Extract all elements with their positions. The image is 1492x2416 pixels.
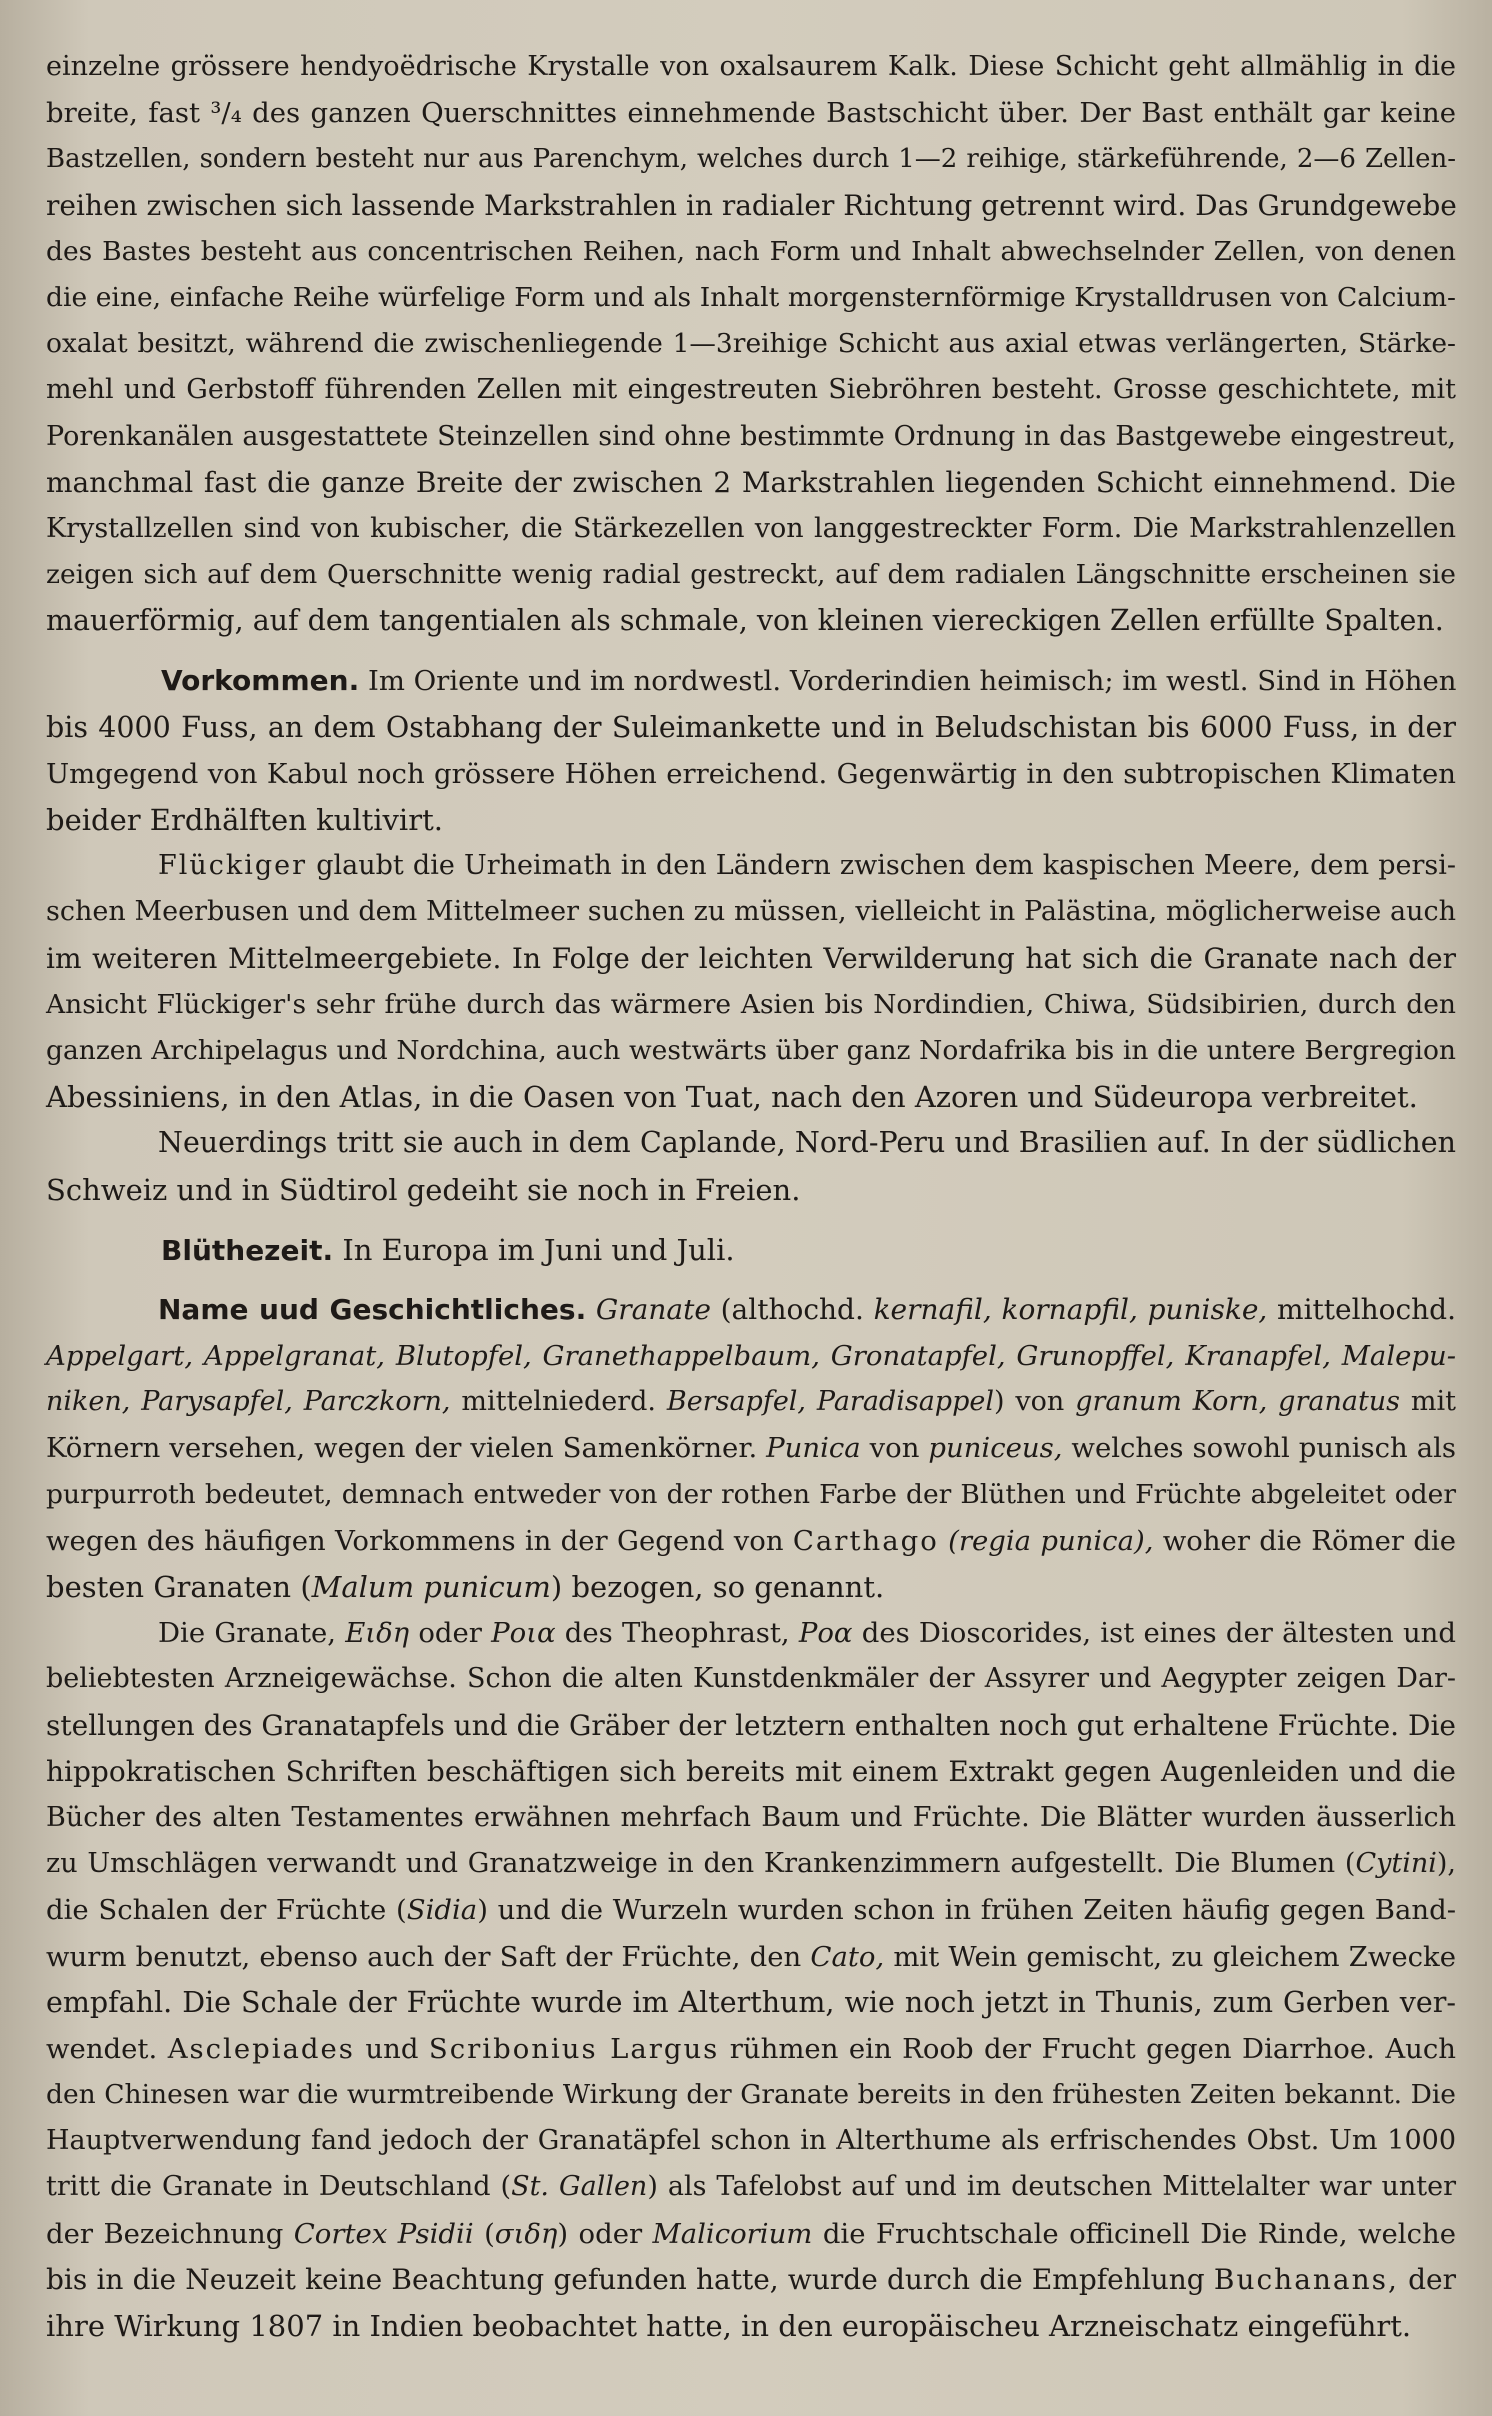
text-run: Körnern versehen, wegen der vielen Samenkörner.: [46, 1432, 758, 1465]
text-line: [46, 658, 1456, 704]
text-line: [46, 2211, 1456, 2257]
text-line: Bastzellen, sondern besteht nur aus Parenchym, welches durch 1—2 reihige, stärkeführende, 2—6 Zellen-: [46, 144, 1456, 175]
text-line: mehl und Gerbstoff führenden Zellen mit eingestreuten Siebröhren besteht. Grosse geschichtete, mit: [46, 374, 1456, 406]
text-run: wegen des häufigen Vorkommens in der Gegend von: [46, 1524, 784, 1557]
text-line: [46, 2164, 1456, 2210]
text-run: wendet.: [46, 2032, 158, 2065]
text-line: beliebtesten Arzneigewächse. Schon die alten Kunstdenkmäler der Assyrer und Aegypter zeigen Dar-: [46, 1663, 1456, 1695]
text-run: (regia punica),: [948, 1524, 1154, 1557]
paragraph-flueckiger: [46, 843, 1456, 1120]
text-line: [46, 1227, 1456, 1273]
text-run: mit: [1410, 1386, 1457, 1418]
text-run: σιδη: [494, 2217, 558, 2250]
text-run: puniceus,: [928, 1432, 1063, 1465]
section-heading-name: Name uud Geschichtliches.: [158, 1292, 587, 1326]
text-line: oxalat besitzt, während die zwischenliegende 1—3reihige Schicht aus axial etwas verlängerten, Stärke-: [46, 328, 1456, 360]
text-run: Ειδη: [345, 1617, 410, 1650]
text-line: [46, 1887, 1456, 1933]
text-line: [46, 1379, 1456, 1425]
text-run: und: [365, 2032, 419, 2065]
text-run: zu Umschlägen verwandt und Granatzweige in den Krankenzimmern aufgestellt. Die Blumen (: [46, 1848, 1356, 1880]
text-run: Die Granate,: [158, 1617, 337, 1650]
text-run: Im Oriente und im nordwestl. Vorderindien heimisch; im westl. Sind in Höhen: [367, 665, 1457, 698]
text-run: Buchanans,: [1213, 2262, 1399, 2296]
text-line: bis 4000 Fuss, an dem Ostabhang der Suleimankette und in Beludschistan bis 6000 Fuss, in der: [46, 710, 1456, 744]
text-run: Malicorium: [652, 2217, 813, 2250]
text-line: breite, fast ³/₄ des ganzen Querschnittes einnehmende Bastschicht über. Der Bast enthält gar keine: [46, 97, 1456, 130]
text-line: [46, 1333, 1456, 1379]
text-line: Krystallzellen sind von kubischer, die Stärkezellen von langgestreckter Form. Die Markstrahlenzellen: [46, 512, 1456, 544]
paragraph-bluethezeit: [46, 1227, 1456, 1273]
paragraph-name-geschichtliches: [46, 1287, 1456, 1610]
text-line: [46, 1564, 1456, 1610]
text-line: Hauptverwendung fand jedoch der Granatäpfel schon in Alterthume als erfrischendes Obst. Um 1000: [46, 2125, 1456, 2157]
text-run: welches sowohl punisch als: [1071, 1432, 1456, 1465]
text-line: schen Meerbusen und dem Mittelmeer suchen zu müssen, vielleicht in Palästina, möglicherweise auch: [46, 896, 1456, 928]
text-line: [46, 1425, 1456, 1471]
text-run: niken, Parysapfel, Parczkorn,: [46, 1386, 451, 1418]
text-run: oder: [418, 1617, 482, 1650]
text-run: von: [869, 1432, 920, 1465]
text-run: In Europa im Juni und Juli.: [342, 1232, 735, 1267]
text-run: Bersapfel, Paradisappel: [666, 1386, 994, 1418]
text-line: Umgegend von Kabul noch grössere Höhen erreichend. Gegenwärtig in den subtropischen Klimaten: [46, 757, 1456, 790]
section-heading-vorkommen: Vorkommen.: [161, 664, 360, 698]
text-run: der Bezeichnung: [46, 2217, 284, 2250]
text-line: reihen zwischen sich lassende Markstrahlen in radialer Richtung getrennt wird. Das Grundgewebe: [46, 188, 1457, 222]
text-run: ),: [1436, 1848, 1456, 1880]
text-run: Cato,: [810, 1940, 885, 1973]
text-run: des Theophrast,: [564, 1617, 790, 1650]
text-run: bis in die Neuzeit keine Beachtung gefunden hatte, wurde durch die Empfehlung: [46, 2262, 1205, 2296]
text-run: wurm benutzt, ebenso auch der Saft der Früchte, den: [46, 1940, 802, 1973]
text-run: Sidia: [406, 1894, 478, 1927]
paragraph-vorkommen: [46, 658, 1456, 843]
text-run: ) oder: [557, 2217, 643, 2250]
text-run: des Dioscorides, ist eines der ältesten und: [861, 1617, 1456, 1650]
text-run: Malum punicum: [311, 1570, 551, 1604]
text-run: Carthago: [792, 1524, 939, 1557]
text-run: Cortex Psidii: [293, 2217, 474, 2250]
text-line: Bücher des alten Testamentes erwähnen mehrfach Baum und Früchte. Die Blätter wurden äusserlich: [46, 1801, 1456, 1833]
text-run: Ροια: [491, 1617, 556, 1650]
text-line: purpurroth bedeutet, demnach entweder von der rothen Farbe der Blüthen und Früchte abgeleitet oder: [46, 1478, 1456, 1510]
text-run: Ροα: [798, 1617, 853, 1650]
text-run: kernafil, kornapfil, puniske,: [873, 1292, 1268, 1326]
text-line: [46, 1841, 1456, 1887]
text-run: die Schalen der Früchte (: [46, 1894, 407, 1927]
text-line: [46, 1610, 1456, 1656]
text-run: ) und die Wurzeln wurden schon in frühen Zeiten häufig gegen Band-: [477, 1894, 1456, 1927]
text-run: der: [1408, 2262, 1457, 2296]
text-line: Schweiz und in Südtirol gedeiht sie noch in Freien.: [46, 1172, 801, 1207]
text-line: den Chinesen war die wurmtreibende Wirkung der Granate bereits in den frühesten Zeiten bekannt. Die: [46, 2079, 1456, 2111]
text-line: [46, 1518, 1456, 1564]
text-line: [46, 2257, 1456, 2303]
text-run: Scribonius Largus: [428, 2032, 720, 2065]
text-line: mauerförmig, auf dem tangentialen als schmale, von kleinen viereckigen Zellen erfüllte Spalten.: [46, 604, 1444, 638]
text-run: die Fruchtschale officinell Die Rinde, welche: [822, 2217, 1456, 2250]
paragraph-gap: [46, 1273, 1456, 1287]
text-run: mit Wein gemischt, zu gleichem Zwecke: [893, 1940, 1456, 1973]
text-run: (althochd.: [720, 1292, 864, 1326]
text-line: des Bastes besteht aus concentrischen Reihen, nach Form und Inhalt abwechselnder Zellen, von denen: [46, 235, 1456, 267]
text-run: St. Gallen: [511, 2171, 648, 2203]
text-line: zeigen sich auf dem Querschnitte wenig radial gestreckt, auf dem radialen Längschnitte erscheinen sie: [46, 559, 1456, 591]
text-line: [46, 1287, 1456, 1333]
text-line: im weiteren Mittelmeergebiete. In Folge der leichten Verwilderung hat sich die Granate nach der: [46, 941, 1456, 975]
paragraph-gap: [46, 644, 1456, 658]
text-line: einzelne grössere hendyoëdrische Krystalle von oxalsaurem Kalk. Diese Schicht geht allmählig in die: [46, 51, 1456, 82]
text-line: Ansicht Flückiger's sehr frühe durch das wärmere Asien bis Nordindien, Chiwa, Südsibirien, durch den: [46, 988, 1456, 1020]
text-run: ) bezogen, so genannt.: [550, 1570, 885, 1604]
text-line: [46, 843, 1456, 889]
text-run: Appelgart, Appelgranat, Blutopfel, Granethappelbaum, Gronatapfel, Grunopffel, Kranapfel, Malepu-: [46, 1340, 1456, 1373]
text-line: beider Erdhälften kultivirt.: [46, 803, 443, 837]
text-line: hippokratischen Schriften beschäftigen sich bereits mit einem Extrakt gegen Augenleiden und die: [46, 1754, 1456, 1788]
text-line: Neuerdings tritt sie auch in dem Caplande, Nord-Peru und Brasilien auf. In der südlichen: [158, 1126, 1456, 1160]
text-run: Punica: [766, 1432, 861, 1465]
text-line: [46, 1934, 1456, 1980]
text-line: ganzen Archipelagus und Nordchina, auch westwärts über ganz Nordafrika bis in die untere Bergregion: [46, 1034, 1456, 1066]
text-run: woher die Römer die: [1162, 1524, 1456, 1557]
paragraph-bast-anatomy: [46, 44, 1456, 644]
author-name-flueckiger: Flückiger: [158, 850, 308, 882]
text-run: tritt die Granate in Deutschland (: [46, 2171, 512, 2203]
text-line: die eine, einfache Reihe würfelige Form und als Inhalt morgensternförmige Krystalldrusen von Calcium-: [46, 281, 1456, 313]
text-line: empfahl. Die Schale der Früchte wurde im Alterthum, wie noch jetzt in Thunis, zum Gerben ver-: [46, 1985, 1456, 2019]
text-run: mittelniederd.: [461, 1386, 656, 1418]
text-run: ) als Tafelobst auf und im deutschen Mittelalter war unter: [647, 2171, 1456, 2203]
text-run: Asclepiades: [167, 2032, 355, 2065]
text-line: manchmal fast die ganze Breite der zwischen 2 Markstrahlen liegenden Schicht einnehmend. Die: [46, 465, 1456, 499]
text-line: stellungen des Granatapfels und die Gräber der letztern enthalten noch gut erhaltene Früchte. Die: [46, 1708, 1456, 1742]
section-heading-bluethezeit: Blüthezeit.: [161, 1233, 334, 1267]
text-run: ) von: [994, 1386, 1065, 1418]
paragraph-neuerdings: [46, 1120, 1456, 1212]
paragraph-gap: [46, 1213, 1456, 1227]
text-run: besten Granaten (: [46, 1570, 312, 1604]
text-run: (: [484, 2217, 495, 2250]
paragraph-geschichte-granate: [46, 1610, 1456, 2349]
text-line: ihre Wirkung 1807 in Indien beobachtet hatte, in den europäischeu Arzneischatz eingeführt.: [46, 2309, 1412, 2343]
text-run: Granate: [595, 1292, 711, 1326]
text-run: glaubt die Urheimath in den Ländern zwischen dem kaspischen Meere, dem persi-: [316, 850, 1456, 882]
text-line: [46, 2026, 1456, 2072]
text-run: mittelhochd.: [1277, 1292, 1456, 1326]
text-run: granum Korn, granatus: [1075, 1386, 1401, 1418]
text-run: Cytini: [1355, 1848, 1437, 1880]
text-line: Abessiniens, in den Atlas, in die Oasen von Tuat, nach den Azoren und Südeuropa verbreitet.: [46, 1080, 1418, 1115]
text-run: rühmen ein Roob der Frucht gegen Diarrhoe. Auch: [729, 2032, 1456, 2065]
text-line: Porenkanälen ausgestattete Steinzellen sind ohne bestimmte Ordnung in das Bastgewebe eingestreut,: [46, 420, 1456, 452]
